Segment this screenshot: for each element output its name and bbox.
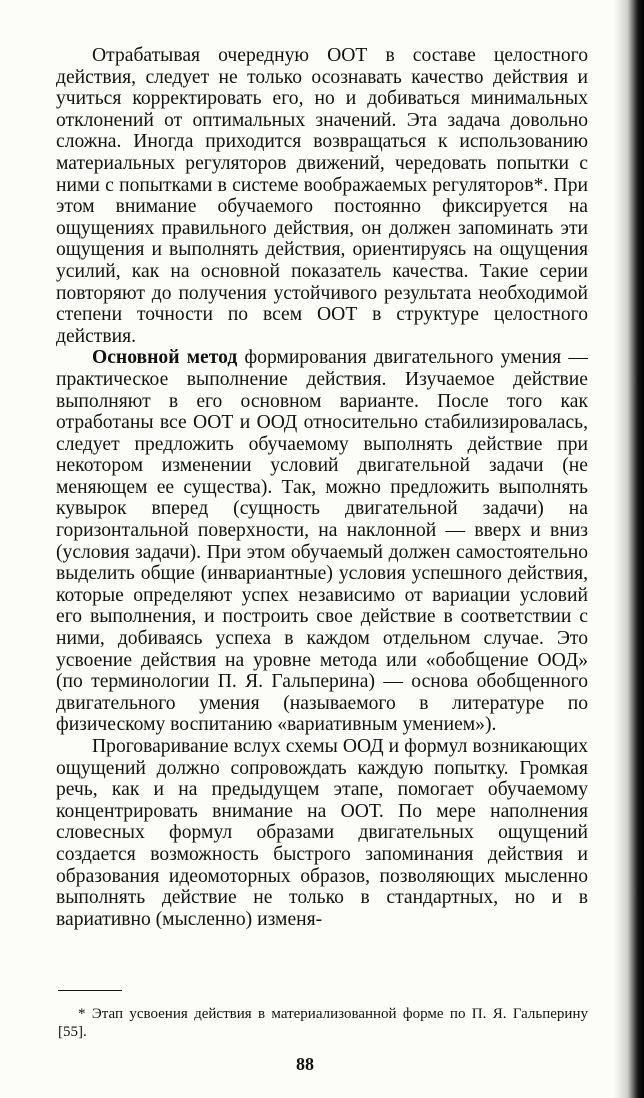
paragraph-2 bbox=[56, 347, 588, 736]
footnote: * Этап усвоения действия в материализованной форме по П. Я. Гальперину [55]. bbox=[58, 1006, 588, 1040]
page-number: 88 bbox=[296, 1054, 314, 1074]
paragraph-1 bbox=[56, 45, 588, 347]
paragraph-2-text: формирования двигательного умения — практическое выполнение действия. Изучаемое действие выполняют в его основном варианте. После того как отработаны все ООТ и ООД относительно стабилизировалась, следует предложить обучаемому выполнять действие при некотором изменении условий двигательной задачи (не меняющем ее существа). Так, можно предложить выполнять кувырок вперед (сущность двигательной задачи) на горизонтальной поверхности, на наклонной — вверх и вниз (условия задачи). При этом обучаемый должен самостоятельно выделить общие (инвариантные) условия успешного действия, которые определяют успех независимо от вариации условий его выполнения, и построить свое действие в соответствии с ними, добиваясь успеха в каждом отдельном случае. Это усвоение действия на уровне метода или «обобщение ООД» (по терминологии П. Я. Гальперина) — основа обобщенного двигательного умения (называемого в литературе по физическому воспитанию «вариативным умением»). bbox=[56, 347, 588, 736]
main-text bbox=[56, 45, 588, 930]
paragraph-2-lead: Основной метод bbox=[92, 347, 238, 369]
page-binding-shadow bbox=[614, 0, 644, 1098]
paragraph-1-text: Отрабатывая очередную ООТ в составе целостного действия, следует не только осознавать качество действия и учиться корректировать его, но и добиваться минимальных отклонений от оптимальных значений. Эта задача довольно сложна. Иногда приходится возвращаться к использованию материальных регуляторов движений, чередовать попытки с ними с попытками в системе воображаемых регуляторов*. При этом внимание обучаемого постоянно фиксируется на ощущениях правильного действия, он должен запоминать эти ощущения и выполнять действия, ориентируясь на ощущения усилий, как на основной показатель качества. Такие серии повторяют до получения устойчивого результата необходимой степени точности по всем ООТ в структуре целостного действия. bbox=[56, 45, 588, 347]
footnote-separator bbox=[58, 990, 122, 991]
paragraph-3-text: Проговаривание вслух схемы ООД и формул возникающих ощущений должно сопровождать каждую попытку. Громкая речь, как и на предыдущем этапе, помогает обучаемому концентрировать внимание на ООТ. По мере наполнения словесных формул образами двигательных ощущений создается возможность быстрого запоминания действия и образования идеомоторных образов, позволяющих мысленно выполнять действие не только в стандартных, но и в вариативно (мысленно) изменя- bbox=[56, 736, 588, 930]
paragraph-3 bbox=[56, 736, 588, 930]
